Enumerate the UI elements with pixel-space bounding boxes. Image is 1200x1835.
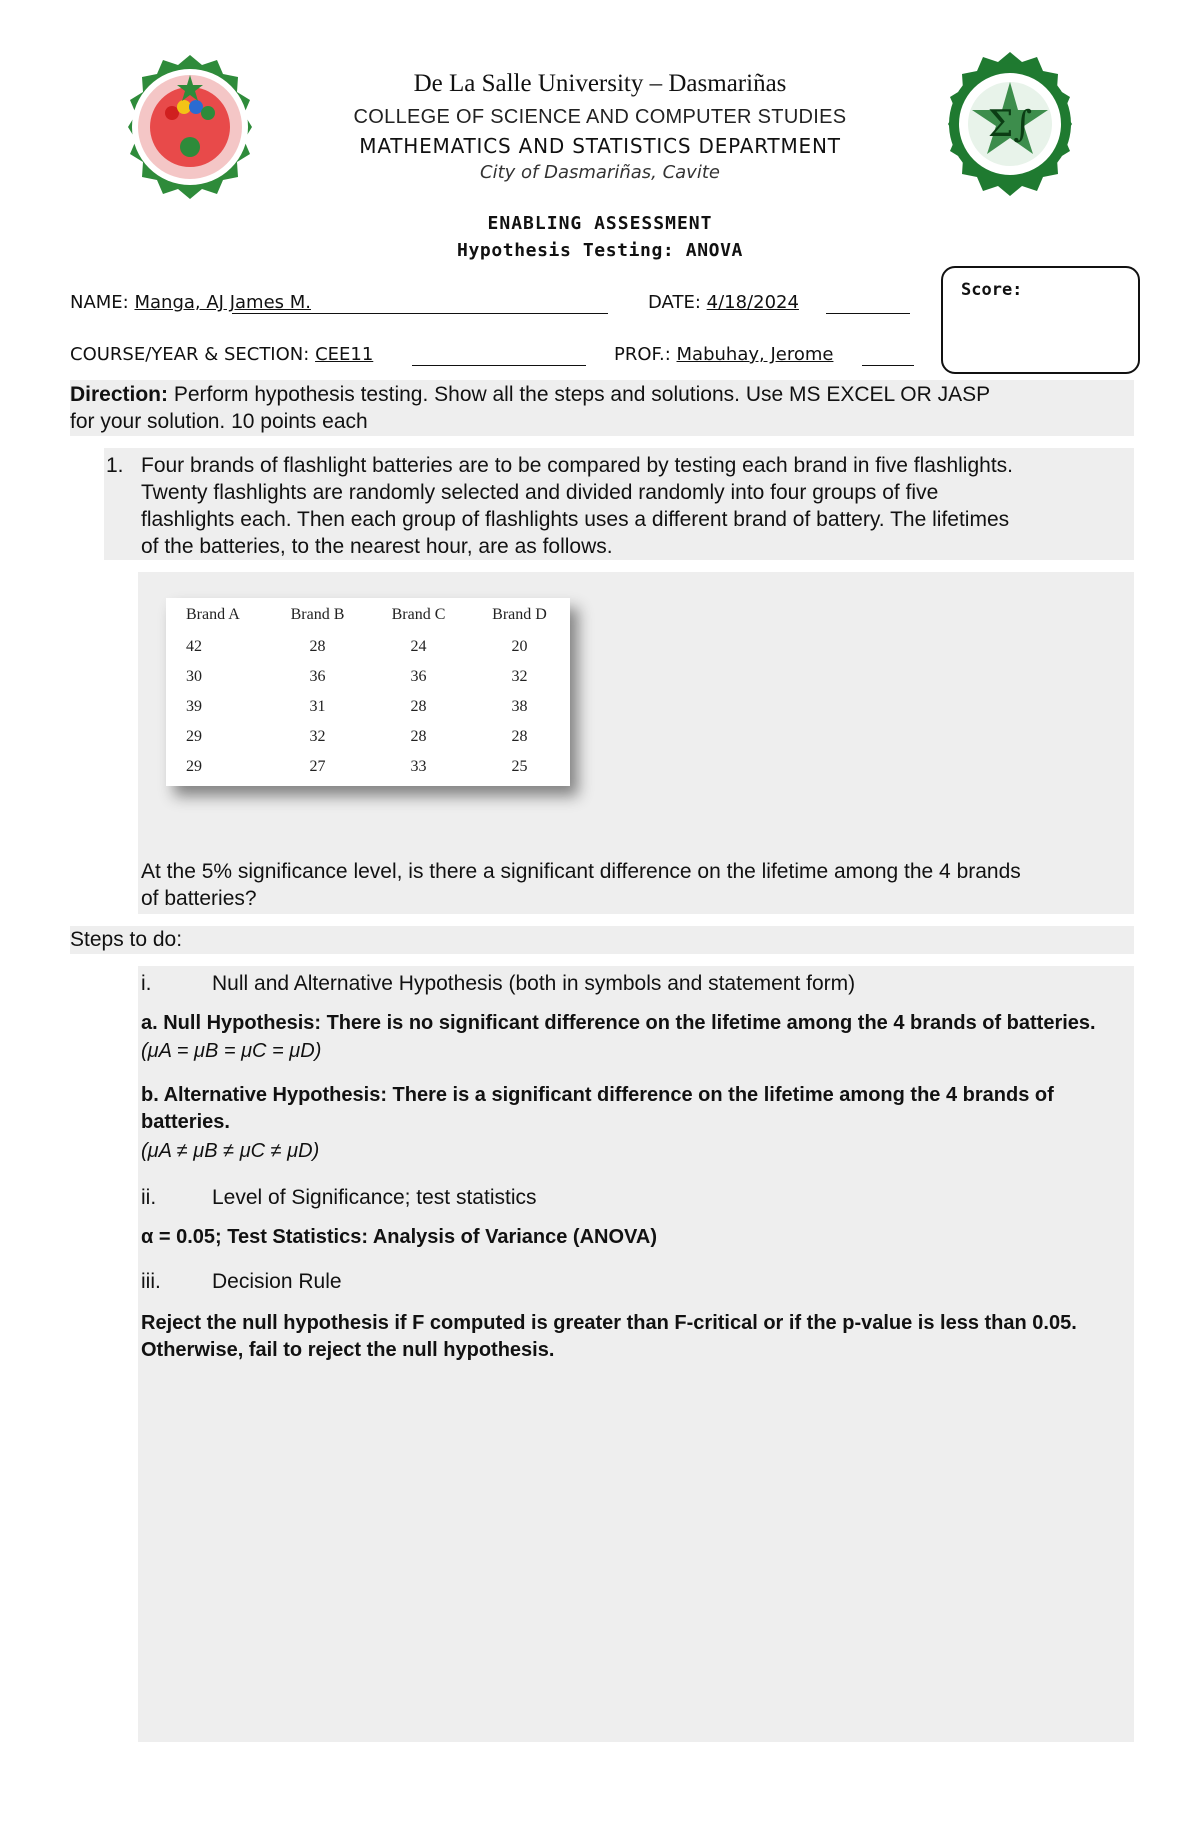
- table-cell: 38: [511, 698, 528, 715]
- alt-line-2: batteries.: [141, 1111, 230, 1133]
- name-field: [70, 292, 311, 313]
- direction-text: [70, 381, 1140, 435]
- alternative-hypothesis: [141, 1082, 1054, 1136]
- college-name: COLLEGE OF SCIENCE AND COMPUTER STUDIES: [353, 106, 847, 128]
- table-cell: 30: [186, 668, 202, 685]
- prof-field: [614, 344, 833, 365]
- department-name: MATHEMATICS AND STATISTICS DEPARTMENT: [359, 134, 841, 158]
- table-cell: 29: [186, 758, 202, 775]
- question-text: [141, 452, 1141, 560]
- prof-value: Mabuhay, Jerome: [676, 344, 834, 365]
- step-3-number: iii.: [141, 1270, 161, 1293]
- step-3-label: Decision Rule: [212, 1270, 342, 1293]
- prof-underline: [862, 365, 914, 366]
- date-label: DATE:: [648, 292, 701, 313]
- name-label: NAME:: [70, 292, 129, 313]
- table-row: [166, 692, 570, 722]
- assessment-title: ENABLING ASSESSMENT: [487, 213, 713, 234]
- score-box: [941, 266, 1140, 374]
- table-header-row: [166, 598, 570, 632]
- table-row: [166, 722, 570, 752]
- course-label: COURSE/YEAR & SECTION:: [70, 344, 310, 365]
- steps-title: Steps to do:: [70, 928, 183, 951]
- null-hypothesis-symbol: (μA = μB = μC = μD): [141, 1040, 322, 1062]
- table-row: [166, 662, 570, 692]
- decision-rule: [141, 1310, 1077, 1364]
- table-cell: 28: [410, 698, 427, 715]
- question-line: Four brands of flashlight batteries are to be compared by testing each brand in five flashlights.: [141, 454, 1013, 477]
- alternative-hypothesis-symbol: (μA ≠ μB ≠ μC ≠ μD): [141, 1140, 320, 1162]
- prof-label: PROF.:: [614, 344, 671, 365]
- direction-label: Direction:: [70, 383, 169, 406]
- table-cell: 20: [511, 638, 528, 655]
- topic-title: Hypothesis Testing: ANOVA: [457, 240, 743, 261]
- question-number: 1.: [106, 454, 124, 477]
- step-1-label: Null and Alternative Hypothesis (both in symbols and statement form): [212, 972, 856, 995]
- table-cell: 24: [410, 638, 427, 655]
- table-cell: 27: [309, 758, 326, 775]
- prompt-line: of batteries?: [141, 887, 257, 910]
- step-2-label: Level of Significance; test statistics: [212, 1186, 537, 1209]
- svg-text:Σ∫: Σ∫: [987, 104, 1033, 145]
- table-cell: 36: [410, 668, 427, 685]
- name-underline: [232, 313, 608, 314]
- course-field: [70, 344, 373, 365]
- score-label: Score:: [961, 280, 1023, 300]
- table-cell: 36: [309, 668, 326, 685]
- table-cell: 28: [309, 638, 326, 655]
- date-field: [648, 292, 799, 313]
- table-header-cell: Brand B: [290, 606, 345, 623]
- alt-line-1: b. Alternative Hypothesis: There is a significant difference on the lifetime among the 4 brands of: [141, 1084, 1054, 1106]
- table-cell: 31: [309, 698, 326, 715]
- prompt-line: At the 5% significance level, is there a significant difference on the lifetime among the 4 brands: [141, 860, 1021, 883]
- table-row: [166, 632, 570, 662]
- table-cell: 29: [186, 728, 202, 745]
- battery-lifetime-table: [166, 598, 570, 786]
- date-underline: [826, 313, 910, 314]
- table-cell: 32: [511, 668, 528, 685]
- table-cell: 28: [410, 728, 427, 745]
- table-cell: 33: [410, 758, 427, 775]
- question-line: Twenty flashlights are randomly selected and divided randomly into four groups of five: [141, 481, 939, 504]
- null-hypothesis: a. Null Hypothesis: There is no significant difference on the lifetime among the 4 brands of batteries.: [141, 1012, 1096, 1034]
- steps-title-band: [70, 926, 1134, 954]
- decision-rule-line-1: Reject the null hypothesis if F computed is greater than F-critical or if the p-value is less than 0.05.: [141, 1312, 1077, 1334]
- alpha-statement: α = 0.05; Test Statistics: Analysis of Variance (ANOVA): [141, 1226, 657, 1248]
- direction-body: Perform hypothesis testing. Show all the steps and solutions. Use MS EXCEL OR JASP: [168, 383, 991, 406]
- table-cell: 42: [186, 638, 202, 655]
- table-cell: 28: [511, 728, 528, 745]
- table-header-cell: Brand D: [492, 606, 547, 623]
- course-value: CEE11: [315, 344, 374, 365]
- table-header-cell: Brand C: [391, 606, 446, 623]
- table-cell: 32: [309, 728, 326, 745]
- table-row: [166, 752, 570, 782]
- city-location: City of Dasmariñas, Cavite: [480, 162, 720, 183]
- question-line: of the batteries, to the nearest hour, are as follows.: [141, 535, 613, 558]
- table-cell: 39: [186, 698, 202, 715]
- university-name: De La Salle University – Dasmariñas: [413, 70, 787, 97]
- question-line: flashlights each. Then each group of flashlights uses a different brand of battery. The lifetimes: [141, 508, 1010, 531]
- table-cell: 25: [511, 758, 528, 775]
- name-value: Manga, AJ James M.: [134, 292, 311, 313]
- direction-body-2: for your solution. 10 points each: [70, 410, 368, 433]
- step-2-number: ii.: [141, 1186, 157, 1209]
- table-header-cell: Brand A: [186, 606, 240, 623]
- step-1-number: i.: [141, 972, 152, 995]
- date-value: 4/18/2024: [706, 292, 799, 313]
- question-prompt: [141, 858, 1141, 912]
- course-underline: [412, 365, 586, 366]
- decision-rule-line-2: Otherwise, fail to reject the null hypothesis.: [141, 1339, 555, 1361]
